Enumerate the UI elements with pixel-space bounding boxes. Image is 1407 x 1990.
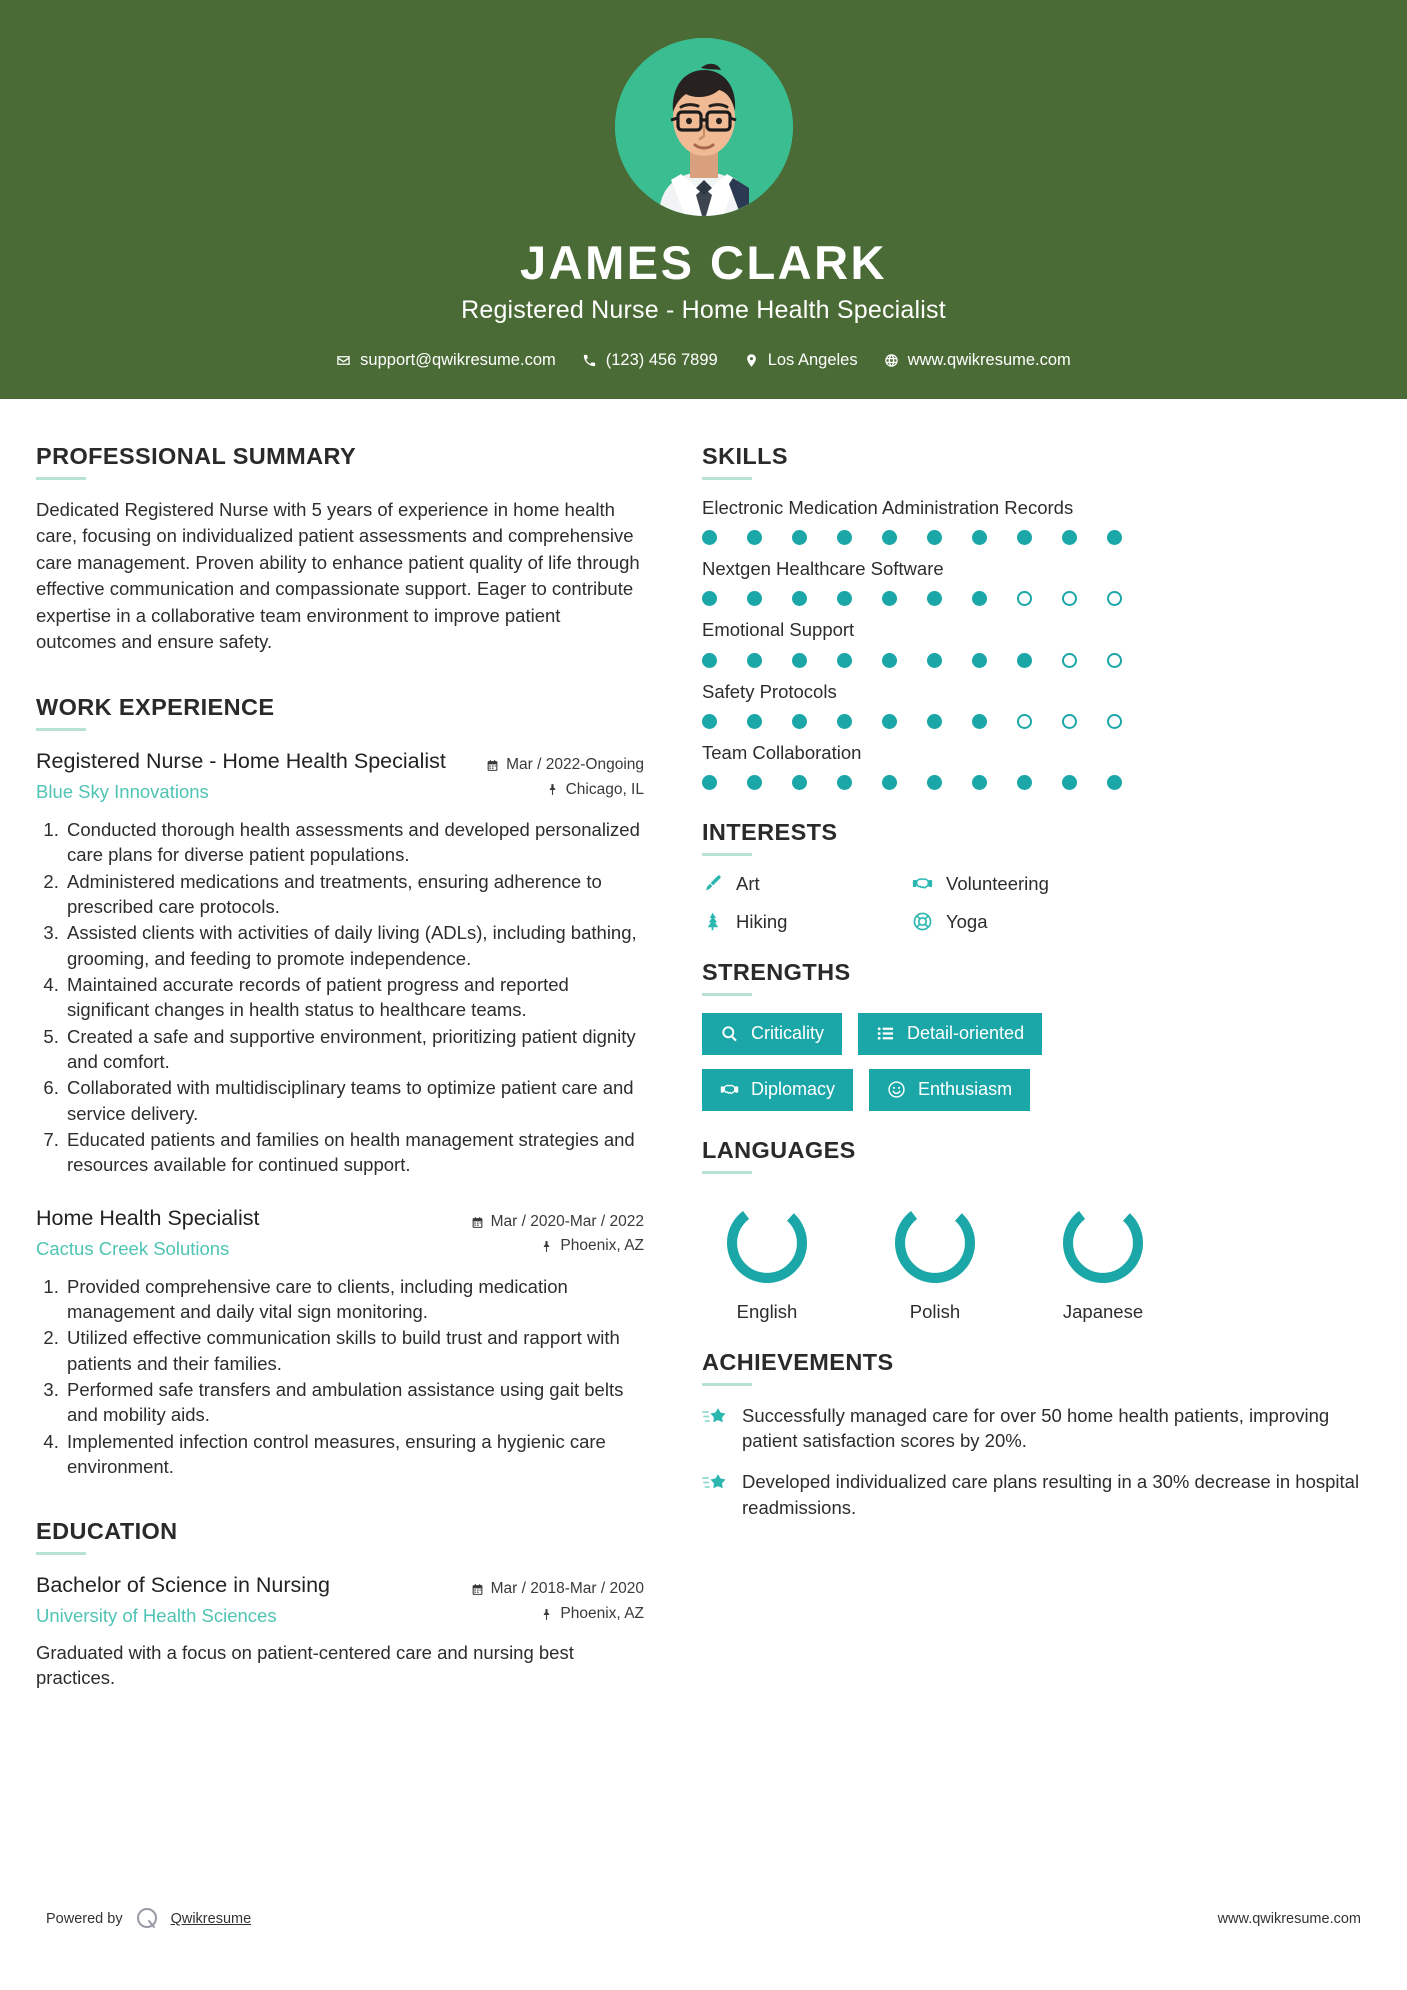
skill-dot-filled bbox=[837, 591, 852, 606]
section-rule bbox=[36, 477, 86, 480]
skill-dot-filled bbox=[702, 591, 717, 606]
skill-dot-filled bbox=[1017, 653, 1032, 668]
strength-label: Detail-oriented bbox=[907, 1022, 1025, 1043]
contact-row bbox=[327, 351, 1080, 370]
education-school: University of Health Sciences bbox=[36, 1605, 277, 1627]
work-entry-meta bbox=[464, 748, 644, 803]
education-entry-header bbox=[36, 1572, 644, 1627]
section-title-languages: LANGUAGES bbox=[702, 1136, 856, 1163]
work-entry bbox=[36, 1205, 644, 1480]
section-title-education: EDUCATION bbox=[36, 1518, 178, 1545]
language-progress-ring bbox=[721, 1197, 813, 1289]
section-interests bbox=[702, 819, 1367, 933]
spacer bbox=[702, 933, 1367, 959]
language-progress-ring bbox=[889, 1197, 981, 1289]
achievement-item bbox=[702, 1469, 1367, 1520]
section-work-experience bbox=[36, 694, 644, 1480]
skill-dot-filled bbox=[747, 530, 762, 545]
skill-dot-filled bbox=[747, 591, 762, 606]
skill-name: Nextgen Healthcare Software bbox=[702, 558, 944, 580]
work-bullet: 1. Conducted thorough health assessments and developed personalized care plans for diverse patient populations. bbox=[64, 817, 644, 868]
skill-dot-filled bbox=[882, 714, 897, 729]
paintbrush-icon bbox=[702, 873, 723, 894]
skill-dot-filled bbox=[837, 775, 852, 790]
skill-dot-filled bbox=[882, 653, 897, 668]
education-location-line bbox=[464, 1602, 644, 1627]
section-rule bbox=[702, 477, 752, 480]
contact-location-text: Los Angeles bbox=[767, 351, 858, 370]
section-title-achievements: ACHIEVEMENTS bbox=[702, 1348, 894, 1375]
section-rule bbox=[36, 1552, 86, 1555]
education-entry-meta bbox=[464, 1572, 644, 1627]
work-location-line bbox=[464, 778, 644, 803]
skill-dot-filled bbox=[927, 714, 942, 729]
footer-brand-link[interactable]: Qwikresume bbox=[170, 1911, 252, 1927]
section-title-professional-summary: PROFESSIONAL SUMMARY bbox=[36, 443, 357, 469]
skill-dot-filled bbox=[972, 714, 987, 729]
work-bullets bbox=[36, 1274, 644, 1480]
section-rule bbox=[702, 993, 752, 996]
work-bullet: 2. Utilized effective communication skills to build trust and rapport with patients and their families. bbox=[64, 1325, 644, 1376]
skill-dot-empty bbox=[1017, 591, 1032, 606]
work-bullets bbox=[36, 817, 644, 1178]
work-bullet: 7. Educated patients and families on health management strategies and resources available for continued support. bbox=[64, 1127, 644, 1178]
education-dates: Mar / 2018-Mar / 2020 bbox=[490, 1580, 644, 1598]
skill-dot-filled bbox=[747, 653, 762, 668]
skill-dot-filled bbox=[747, 775, 762, 790]
language-item bbox=[1038, 1197, 1168, 1323]
skill-dot-empty bbox=[1062, 653, 1077, 668]
skill-dot-empty bbox=[1017, 714, 1032, 729]
skill-name: Emotional Support bbox=[702, 619, 855, 641]
interest-label: Hiking bbox=[736, 910, 788, 932]
spacer bbox=[36, 1480, 644, 1518]
skill-rating bbox=[702, 530, 1367, 545]
language-name: English bbox=[736, 1300, 798, 1322]
section-rule bbox=[702, 853, 752, 856]
strength-label: Enthusiasm bbox=[918, 1078, 1013, 1099]
section-title-interests: INTERESTS bbox=[702, 818, 838, 845]
map-pin-icon bbox=[540, 1240, 553, 1253]
qwikresume-logo-icon bbox=[134, 1906, 160, 1932]
contact-email-text: support@qwikresume.com bbox=[360, 351, 556, 370]
strengths-grid bbox=[702, 1013, 1132, 1111]
strength-label: Diplomacy bbox=[751, 1078, 836, 1099]
language-progress-ring bbox=[1057, 1197, 1149, 1289]
skill-dot-empty bbox=[1107, 653, 1122, 668]
resume-body bbox=[0, 399, 1407, 1691]
skill-dot-filled bbox=[702, 653, 717, 668]
education-entry bbox=[36, 1572, 644, 1691]
work-role: Registered Nurse - Home Health Specialist bbox=[36, 748, 446, 773]
skill-dot-filled bbox=[927, 653, 942, 668]
section-education bbox=[36, 1518, 644, 1691]
work-entry-titles bbox=[36, 1205, 464, 1260]
skill-dot-filled bbox=[837, 653, 852, 668]
calendar-icon bbox=[471, 1583, 484, 1596]
work-role: Home Health Specialist bbox=[36, 1205, 260, 1230]
work-bullet: 2. Administered medications and treatments, ensuring adherence to prescribed care protocols. bbox=[64, 869, 644, 920]
skill-name: Team Collaboration bbox=[702, 741, 862, 763]
skill-dot-filled bbox=[972, 775, 987, 790]
footer bbox=[0, 1906, 1407, 1932]
skill-dot-filled bbox=[882, 591, 897, 606]
section-rule bbox=[702, 1171, 752, 1174]
education-description: Graduated with a focus on patient-centered care and nursing best practices. bbox=[36, 1641, 574, 1689]
skill-item bbox=[702, 742, 1367, 790]
calendar-icon bbox=[486, 759, 499, 772]
skill-item bbox=[702, 619, 1367, 667]
smiley-icon bbox=[887, 1080, 906, 1099]
contact-website[interactable] bbox=[875, 351, 1080, 370]
work-location: Phoenix, AZ bbox=[560, 1237, 644, 1255]
contact-phone-text: (123) 456 7899 bbox=[605, 351, 718, 370]
skill-rating bbox=[702, 591, 1367, 606]
language-name: Japanese bbox=[1062, 1300, 1144, 1322]
skill-rating bbox=[702, 714, 1367, 729]
skill-dot-empty bbox=[1062, 591, 1077, 606]
work-bullet: 3. Performed safe transfers and ambulation assistance using gait belts and mobility aids. bbox=[64, 1377, 644, 1428]
skill-dot-filled bbox=[792, 530, 807, 545]
work-dates: Mar / 2020-Mar / 2022 bbox=[490, 1212, 644, 1230]
interests-grid bbox=[702, 873, 1367, 933]
envelope-icon bbox=[336, 353, 351, 368]
skill-dot-filled bbox=[792, 591, 807, 606]
contact-email[interactable] bbox=[327, 351, 565, 370]
skill-dot-filled bbox=[702, 714, 717, 729]
contact-location bbox=[735, 351, 867, 370]
skill-dot-filled bbox=[927, 530, 942, 545]
skill-dot-filled bbox=[747, 714, 762, 729]
section-achievements bbox=[702, 1349, 1367, 1520]
work-bullet: 4. Maintained accurate records of patient progress and reported significant changes in health status to healthcare teams. bbox=[64, 972, 644, 1023]
resume-header bbox=[0, 0, 1407, 399]
languages-list bbox=[702, 1191, 1367, 1323]
section-skills bbox=[702, 443, 1367, 790]
interest-label: Volunteering bbox=[946, 872, 1049, 894]
skill-dot-filled bbox=[792, 775, 807, 790]
section-languages bbox=[702, 1137, 1367, 1323]
education-entry-titles bbox=[36, 1572, 464, 1627]
shooting-star-icon bbox=[702, 1469, 728, 1496]
skill-dot-filled bbox=[702, 530, 717, 545]
work-dates-line bbox=[464, 1210, 644, 1235]
strength-badge-detail-oriented bbox=[858, 1013, 1042, 1055]
work-organization: Cactus Creek Solutions bbox=[36, 1237, 230, 1259]
calendar-icon bbox=[471, 1216, 484, 1229]
skills-list bbox=[702, 497, 1367, 790]
avatar bbox=[615, 38, 793, 216]
section-rule bbox=[702, 1383, 752, 1386]
interest-label: Art bbox=[736, 872, 760, 894]
section-professional-summary bbox=[36, 443, 644, 656]
language-item bbox=[702, 1197, 832, 1323]
language-name: Polish bbox=[909, 1300, 961, 1322]
section-rule bbox=[36, 728, 86, 731]
skill-dot-empty bbox=[1107, 714, 1122, 729]
shooting-star-icon bbox=[702, 1403, 728, 1430]
skill-item bbox=[702, 681, 1367, 729]
job-title: Registered Nurse - Home Health Specialist bbox=[461, 296, 946, 325]
contact-phone[interactable] bbox=[573, 351, 727, 370]
footer-powered-by: Powered by bbox=[46, 1911, 123, 1927]
work-location: Chicago, IL bbox=[565, 780, 644, 798]
globe-icon bbox=[884, 353, 899, 368]
skill-dot-filled bbox=[702, 775, 717, 790]
skill-name: Electronic Medication Administration Records bbox=[702, 497, 1074, 519]
avatar-photo bbox=[615, 38, 793, 216]
skill-dot-filled bbox=[927, 775, 942, 790]
strength-label: Criticality bbox=[751, 1022, 825, 1043]
spacer bbox=[702, 1111, 1367, 1137]
handshake-icon bbox=[720, 1080, 739, 1099]
skill-dot-filled bbox=[792, 653, 807, 668]
skill-dot-empty bbox=[1062, 714, 1077, 729]
work-location-line bbox=[464, 1234, 644, 1259]
education-dates-line bbox=[464, 1577, 644, 1602]
interest-item bbox=[912, 911, 1367, 933]
work-bullet: 6. Collaborated with multidisciplinary teams to optimize patient care and service delivery. bbox=[64, 1075, 644, 1126]
skill-dot-filled bbox=[972, 530, 987, 545]
footer-website[interactable]: www.qwikresume.com bbox=[1217, 1911, 1361, 1927]
section-title-strengths: STRENGTHS bbox=[702, 958, 851, 985]
full-name: JAMES CLARK bbox=[520, 236, 887, 289]
education-location: Phoenix, AZ bbox=[560, 1605, 644, 1623]
work-entry-meta bbox=[464, 1205, 644, 1260]
skill-dot-empty bbox=[1107, 591, 1122, 606]
strength-badge-criticality bbox=[702, 1013, 842, 1055]
interest-label: Yoga bbox=[946, 910, 988, 932]
work-entry-titles bbox=[36, 748, 464, 803]
interest-item bbox=[912, 873, 1367, 895]
phone-icon bbox=[582, 353, 597, 368]
skill-dot-filled bbox=[1062, 530, 1077, 545]
skill-rating bbox=[702, 775, 1367, 790]
skill-dot-filled bbox=[792, 714, 807, 729]
interest-item bbox=[702, 911, 912, 933]
work-entry-header bbox=[36, 1205, 644, 1260]
strength-badge-enthusiasm bbox=[869, 1069, 1030, 1111]
work-organization: Blue Sky Innovations bbox=[36, 780, 209, 802]
lifebuoy-icon bbox=[912, 911, 933, 932]
skill-dot-filled bbox=[972, 591, 987, 606]
spacer bbox=[702, 1323, 1367, 1349]
skill-dot-filled bbox=[1017, 530, 1032, 545]
right-column bbox=[672, 443, 1367, 1691]
language-item bbox=[870, 1197, 1000, 1323]
skill-dot-filled bbox=[1107, 530, 1122, 545]
map-pin-icon bbox=[546, 783, 559, 796]
work-entry bbox=[36, 748, 644, 1178]
skill-dot-filled bbox=[972, 653, 987, 668]
summary-text: Dedicated Registered Nurse with 5 years of experience in home health care, focusing on individualized patient assessments and comprehensive care management. Proven ability to enhance patient quality of life through effective communication and compassionate support. Eager to contribute expertise in a collaborative team environment to improve patient outcomes and ensure safety. bbox=[36, 499, 640, 653]
spacer bbox=[702, 803, 1367, 819]
achievement-text: Developed individualized care plans resulting in a 30% decrease in hospital readmissions. bbox=[742, 1471, 1360, 1518]
achievement-text: Successfully managed care for over 50 home health patients, improving patient satisfaction scores by 20%. bbox=[742, 1404, 1330, 1451]
footer-brand-group bbox=[46, 1906, 251, 1932]
pine-tree-icon bbox=[702, 911, 723, 932]
skill-dot-filled bbox=[882, 775, 897, 790]
spacer bbox=[36, 1179, 644, 1205]
section-title-skills: SKILLS bbox=[702, 443, 788, 469]
work-bullet: 5. Created a safe and supportive environment, prioritizing patient dignity and comfort. bbox=[64, 1024, 644, 1075]
work-bullet: 4. Implemented infection control measures, ensuring a hygienic care environment. bbox=[64, 1429, 644, 1480]
skill-dot-filled bbox=[882, 530, 897, 545]
strength-badge-diplomacy bbox=[702, 1069, 853, 1111]
skill-item bbox=[702, 558, 1367, 606]
skill-dot-filled bbox=[1062, 775, 1077, 790]
skill-name: Safety Protocols bbox=[702, 680, 837, 702]
work-dates-line bbox=[464, 753, 644, 778]
skill-dot-filled bbox=[1107, 775, 1122, 790]
skill-item bbox=[702, 497, 1367, 545]
handshake-icon bbox=[912, 873, 933, 894]
skill-dot-filled bbox=[1017, 775, 1032, 790]
section-strengths bbox=[702, 959, 1367, 1111]
work-bullet: 1. Provided comprehensive care to clients, including medication management and daily vital sign monitoring. bbox=[64, 1274, 644, 1325]
education-degree: Bachelor of Science in Nursing bbox=[36, 1573, 330, 1598]
work-bullet: 3. Assisted clients with activities of daily living (ADLs), including bathing, grooming, and feeding to promote independence. bbox=[64, 920, 644, 971]
work-entry-header bbox=[36, 748, 644, 803]
magnifier-icon bbox=[720, 1024, 739, 1043]
skill-dot-filled bbox=[927, 591, 942, 606]
left-column bbox=[36, 443, 644, 1691]
skill-dot-filled bbox=[837, 530, 852, 545]
achievement-item bbox=[702, 1403, 1367, 1454]
map-pin-icon bbox=[540, 1608, 553, 1621]
section-title-work-experience: WORK EXPERIENCE bbox=[36, 693, 275, 720]
skill-dot-filled bbox=[837, 714, 852, 729]
list-icon bbox=[876, 1024, 895, 1043]
location-pin-icon bbox=[744, 353, 759, 368]
interest-item bbox=[702, 873, 912, 895]
contact-website-text: www.qwikresume.com bbox=[907, 351, 1071, 370]
skill-rating bbox=[702, 653, 1367, 668]
spacer bbox=[36, 656, 644, 694]
work-dates: Mar / 2022-Ongoing bbox=[506, 755, 644, 773]
